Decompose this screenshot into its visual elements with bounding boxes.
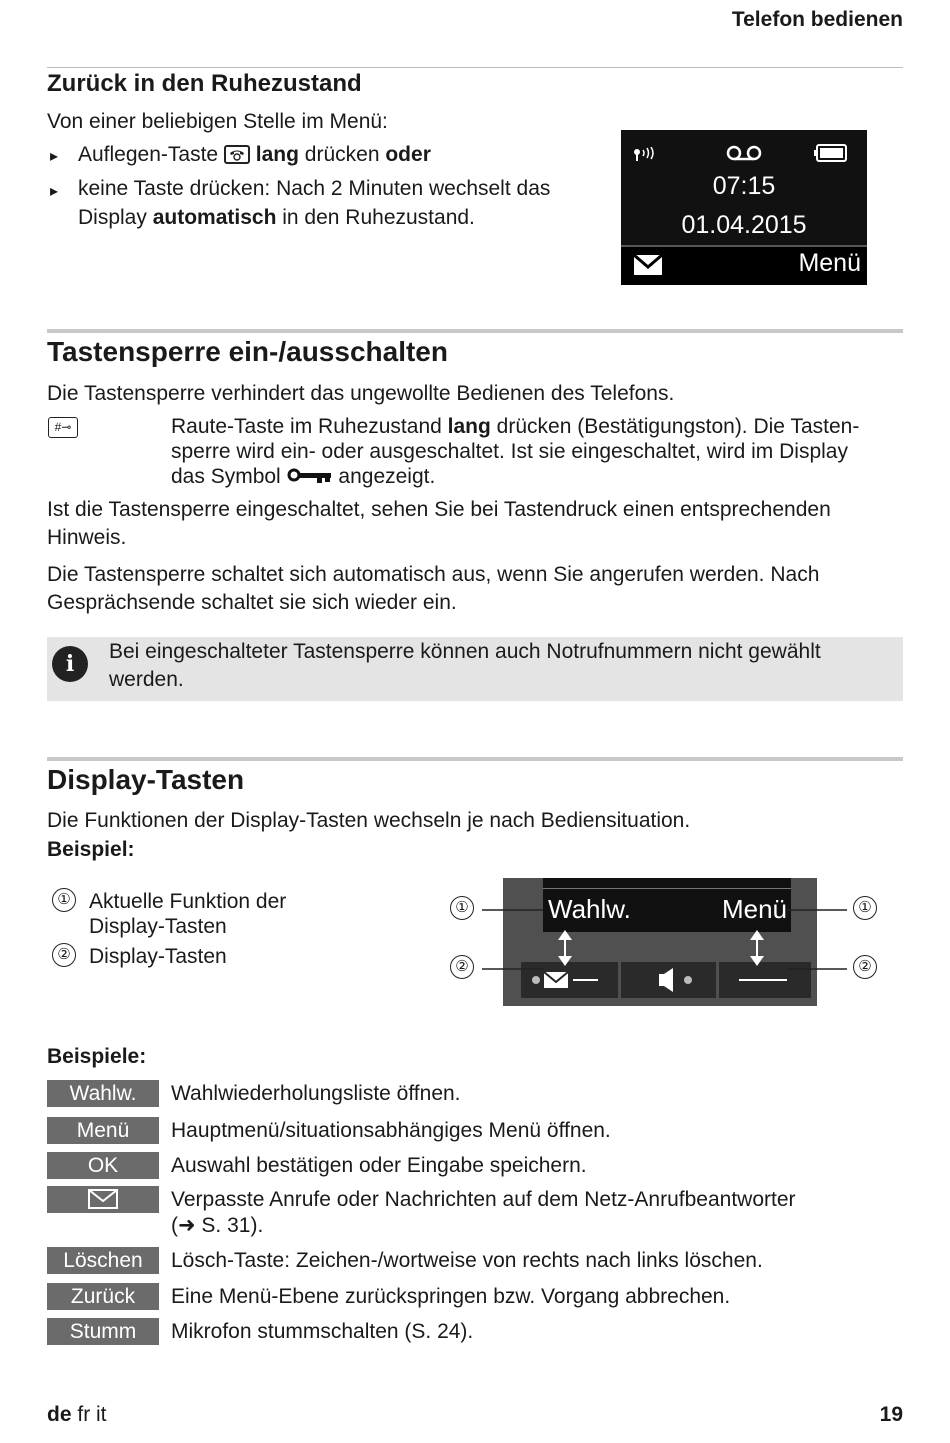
idle-display [621,130,867,285]
figure-label-right: Menü [721,894,787,924]
key-desc-menu: Hauptmenü/situationsabhängiges Menü öffnen. [171,1119,611,1142]
figure-callouts [440,880,900,990]
beispiele-label: Beispiele: [47,1045,147,1068]
legend-text-1-line1: Aktuelle Funktion der [89,890,287,913]
ruhezustand-intro: Von einer beliebigen Stelle im Menü: [47,110,388,133]
tastensperre-key-desc [171,414,906,489]
tastensperre-p2: Die Tastensperre schaltet sich automatisch aus, wenn Sie angerufen werden. Nach Gesprächsende schaltet sie sich wieder ein. [47,563,820,614]
envelope-icon [633,254,663,276]
battery-icon [814,144,848,162]
bullet-hangup-oder: oder [385,143,431,166]
bullet-auto-bold: automatisch [152,206,277,229]
bullet-arrow-icon: ▸ [50,183,59,200]
key-label-menu: Menü [47,1117,159,1144]
key-desc-envelope-line2: (➜ S. 31). [171,1214,264,1237]
info-note: Bei eingeschalteter Tastensperre können auch Notrufnummern nicht gewählt werden. [109,640,821,691]
display-softkey-bar [621,245,867,285]
key-desc-zurueck: Eine Menü-Ebene zurückspringen bzw. Vorgang abbrechen. [171,1285,731,1308]
footer-lang-current: de [47,1403,72,1426]
legend-text-1 [89,889,286,939]
bullet-hangup-lang: lang [255,143,299,166]
bullet-hangup-mid: drücken [304,143,380,166]
envelope-icon [88,1189,118,1209]
info-icon: i [52,646,88,682]
bullet-auto-line2 [78,204,475,232]
key-desc-line2: sperre wird ein- oder ausgeschaltet. Ist sie eingeschaltet, wird im Display [171,440,848,463]
callout-marker-1-right [853,896,877,920]
key-label-loeschen: Löschen [47,1247,159,1274]
legend-number-2: ② [52,943,76,967]
display-date: 01.04.2015 [681,211,807,239]
callout-marker-1-left [450,896,474,920]
footer-languages [47,1403,107,1427]
key-desc-ok: Auswahl bestätigen oder Eingabe speichern. [171,1154,587,1177]
heading-tastensperre: Tastensperre ein-/ausschalten [47,336,448,367]
key-desc-envelope [171,1187,796,1239]
key-desc-line3-post: angezeigt. [338,465,436,488]
hangup-key-icon [224,145,250,164]
legend-number-1: ① [52,888,76,912]
running-header: Telefon bedienen [731,8,903,31]
key-desc-line1 [171,414,906,439]
signal-icon [633,147,661,165]
callout-1-right: ① [853,896,877,920]
display-tasten-intro: Die Funktionen der Display-Tasten wechseln je nach Bediensituation. [47,809,691,832]
header-rule [47,67,903,68]
tastensperre-intro: Die Tastensperre verhindert das ungewollte Bedienen des Telefons. [47,382,675,405]
key-desc-post: drücken (Bestätigungston). Die Tasten- [496,415,860,438]
hash-key-icon: #⊸ [48,417,78,438]
section-rule [47,329,903,333]
display-softkey-menu: Menü [798,249,861,277]
key-label-ok: OK [47,1152,159,1179]
key-label-zurueck: Zurück [47,1283,159,1310]
key-label-wahlw: Wahlw. [47,1080,159,1107]
callout-2-left: ② [450,955,474,979]
bullet-auto-line1: keine Taste drücken: Nach 2 Minuten wechselt das [78,177,551,200]
bullet-auto-pre: Display [78,206,147,229]
heading-ruhezustand: Zurück in den Ruhezustand [47,70,362,97]
key-desc-lang: lang [447,415,491,438]
bullet-auto-post: in den Ruhezustand. [282,206,475,229]
key-desc-pre: Raute-Taste im Ruhezustand [171,415,442,438]
tastensperre-p1: Ist die Tastensperre eingeschaltet, sehen Sie bei Tastendruck einen entsprechenden Hinweis. [47,498,831,549]
bullet-hangup [78,141,431,169]
footer-lang-other: fr it [77,1403,107,1426]
callout-marker-2-right [853,955,877,979]
section-rule [47,757,903,761]
legend-text-1-line2: Display-Tasten [89,915,227,938]
key-desc-loeschen: Lösch-Taste: Zeichen-/wortweise von rechts nach links löschen. [171,1249,763,1272]
figure-label-left: Wahlw. [548,894,631,924]
key-desc-wahlw: Wahlwiederholungsliste öffnen. [171,1082,461,1105]
callout-1-left: ① [450,896,474,920]
bullet-hangup-pre: Auflegen-Taste [78,143,219,166]
voicemail-icon [725,144,763,162]
callout-marker-2-left [450,955,474,979]
legend-marker-2 [52,943,76,967]
beispiel-label: Beispiel: [47,838,135,861]
legend-marker-1 [52,888,76,912]
key-desc-line3-pre: das Symbol [171,465,281,488]
heading-display-tasten: Display-Tasten [47,764,245,795]
key-desc-envelope-line1: Verpasste Anrufe oder Nachrichten auf dem Netz-Anrufbeantworter [171,1188,796,1211]
callout-2-right: ② [853,955,877,979]
page-number: 19 [879,1403,903,1426]
display-time: 07:15 [712,172,776,200]
key-desc-stumm: Mikrofon stummschalten (S. 24). [171,1320,474,1343]
bullet-arrow-icon: ▸ [50,148,59,165]
key-lock-icon [287,468,333,484]
key-desc-line3 [171,464,906,489]
key-label-envelope [47,1186,159,1213]
legend-text-2: Display-Tasten [89,945,227,968]
key-label-stumm: Stumm [47,1318,159,1345]
